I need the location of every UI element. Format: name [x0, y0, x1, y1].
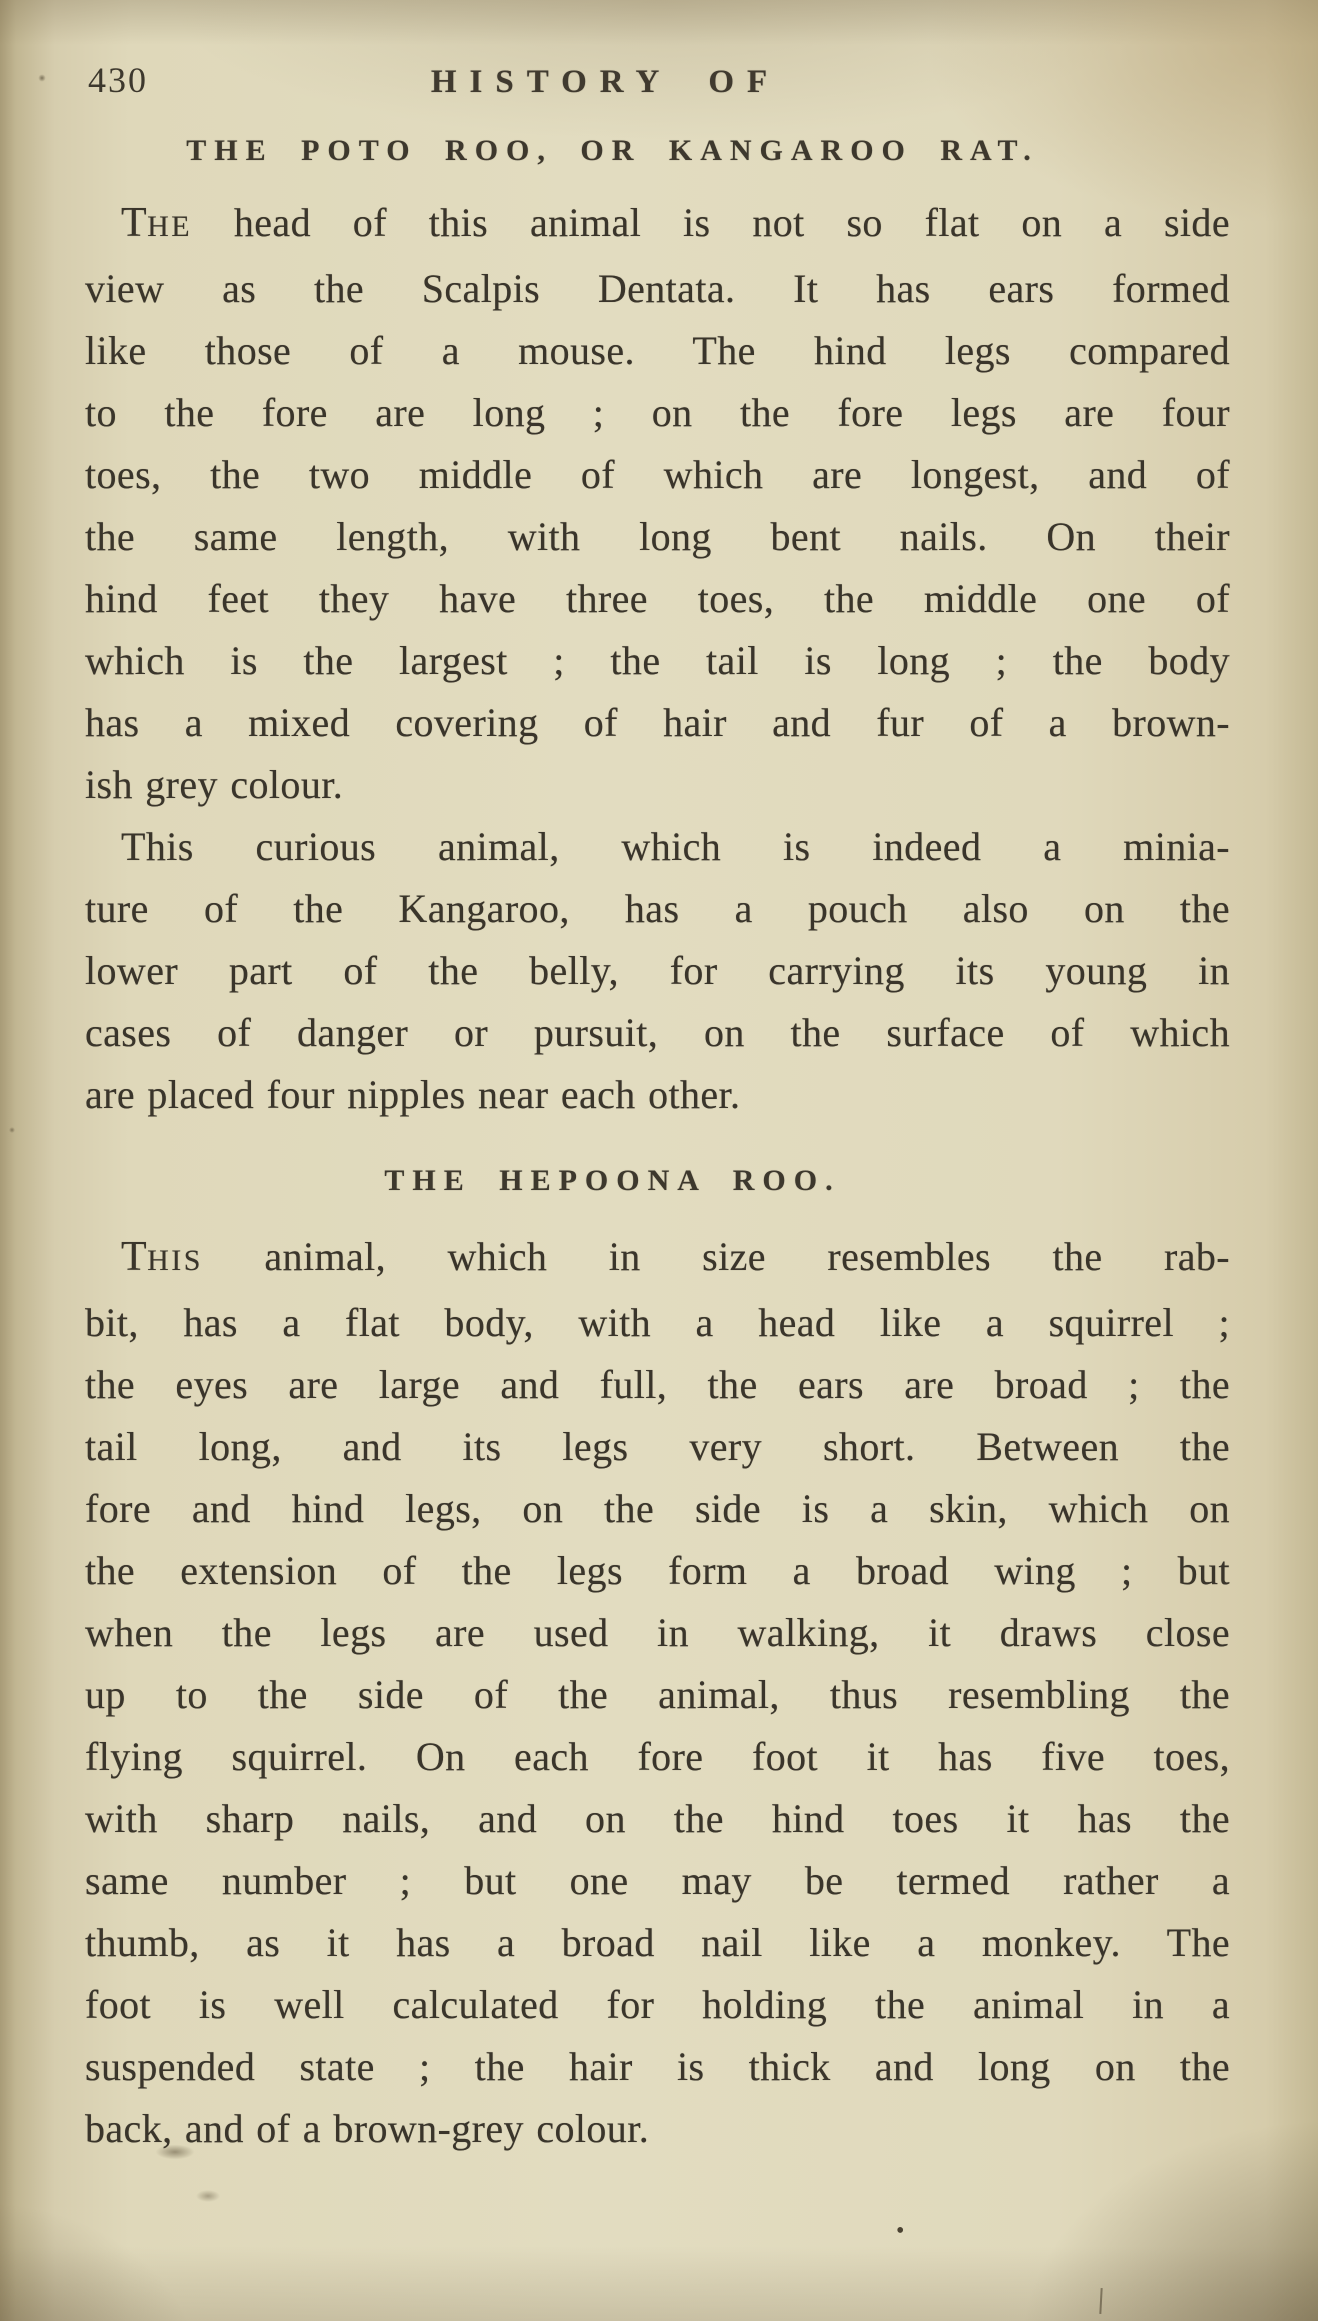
section-heading: THE POTO ROO, OR KANGAROO RAT. [186, 134, 1039, 167]
text-line: foot is well calculated for holding the animal in a [85, 1982, 1230, 2027]
text-line: cases of danger or pursuit, on the surface of which [85, 1010, 1230, 1055]
text-line: bit, has a flat body, with a head like a squirrel ; [85, 1300, 1230, 1345]
text-line: toes, the two middle of which are longest, and of [85, 452, 1230, 497]
text-line: tail long, and its legs very short. Between the [85, 1424, 1230, 1469]
text-line: flying squirrel. On each fore foot it has five toes, [85, 1734, 1230, 1779]
lead-initial-cap: T [121, 1234, 148, 1280]
text-line: ish grey colour. [85, 762, 344, 807]
text-line: This curious animal, which is indeed a minia- [121, 824, 1230, 869]
text-line: lower part of the belly, for carrying its young in [85, 948, 1230, 993]
ink-smudge-line [1099, 2288, 1102, 2314]
text-line: the extension of the legs form a broad wing ; but [85, 1548, 1230, 1593]
text-line: THE head of this animal is not so flat on a side [121, 200, 1230, 246]
text-line: fore and hind legs, on the side is a skin, which on [85, 1486, 1230, 1531]
text-line: hind feet they have three toes, the middle one of [85, 576, 1230, 621]
text-line: view as the Scalpis Dentata. It has ears formed [85, 266, 1230, 311]
page-content [0, 130, 1318, 2160]
running-header [0, 0, 1318, 104]
lead-small-caps: HE [147, 210, 193, 243]
text-line: the eyes are large and full, the ears are broad ; the [85, 1362, 1230, 1407]
text-line: the same length, with long bent nails. On their [85, 514, 1230, 559]
lead-initial-cap: T [121, 200, 148, 246]
text-line: are placed four nipples near each other. [85, 1072, 741, 1117]
text-line: suspended state ; the hair is thick and long on the [85, 2044, 1230, 2089]
text-line: THIS animal, which in size resembles the rab- [121, 1234, 1230, 1280]
paragraph [85, 1226, 1230, 2160]
text-line: like those of a mouse. The hind legs compared [85, 328, 1230, 373]
running-title: HISTORY OF [430, 64, 781, 100]
text-line: with sharp nails, and on the hind toes it has the [85, 1796, 1230, 1841]
text-line: to the fore are long ; on the fore legs are four [85, 390, 1230, 435]
text-line: has a mixed covering of hair and fur of a brown- [85, 700, 1230, 745]
text-line: back, and of a brown-grey colour. [85, 2106, 650, 2151]
text-line: up to the side of the animal, thus resembling the [85, 1672, 1230, 1717]
lead-small-caps: HIS [147, 1244, 203, 1277]
text-line: thumb, as it has a broad nail like a monkey. The [85, 1920, 1230, 1965]
text-line: ture of the Kangaroo, has a pouch also on the [85, 886, 1230, 931]
text-line: same number ; but one may be termed rather a [85, 1858, 1230, 1903]
paragraph [85, 816, 1230, 1126]
paragraph [85, 192, 1230, 816]
text-line: which is the largest ; the tail is long ; the body [85, 638, 1230, 683]
page-number: 430 [88, 60, 148, 100]
ink-dot: • [896, 2218, 905, 2244]
section-heading: THE HEPOONA ROO. [384, 1164, 841, 1197]
text-line: when the legs are used in walking, it draws close [85, 1610, 1230, 1655]
